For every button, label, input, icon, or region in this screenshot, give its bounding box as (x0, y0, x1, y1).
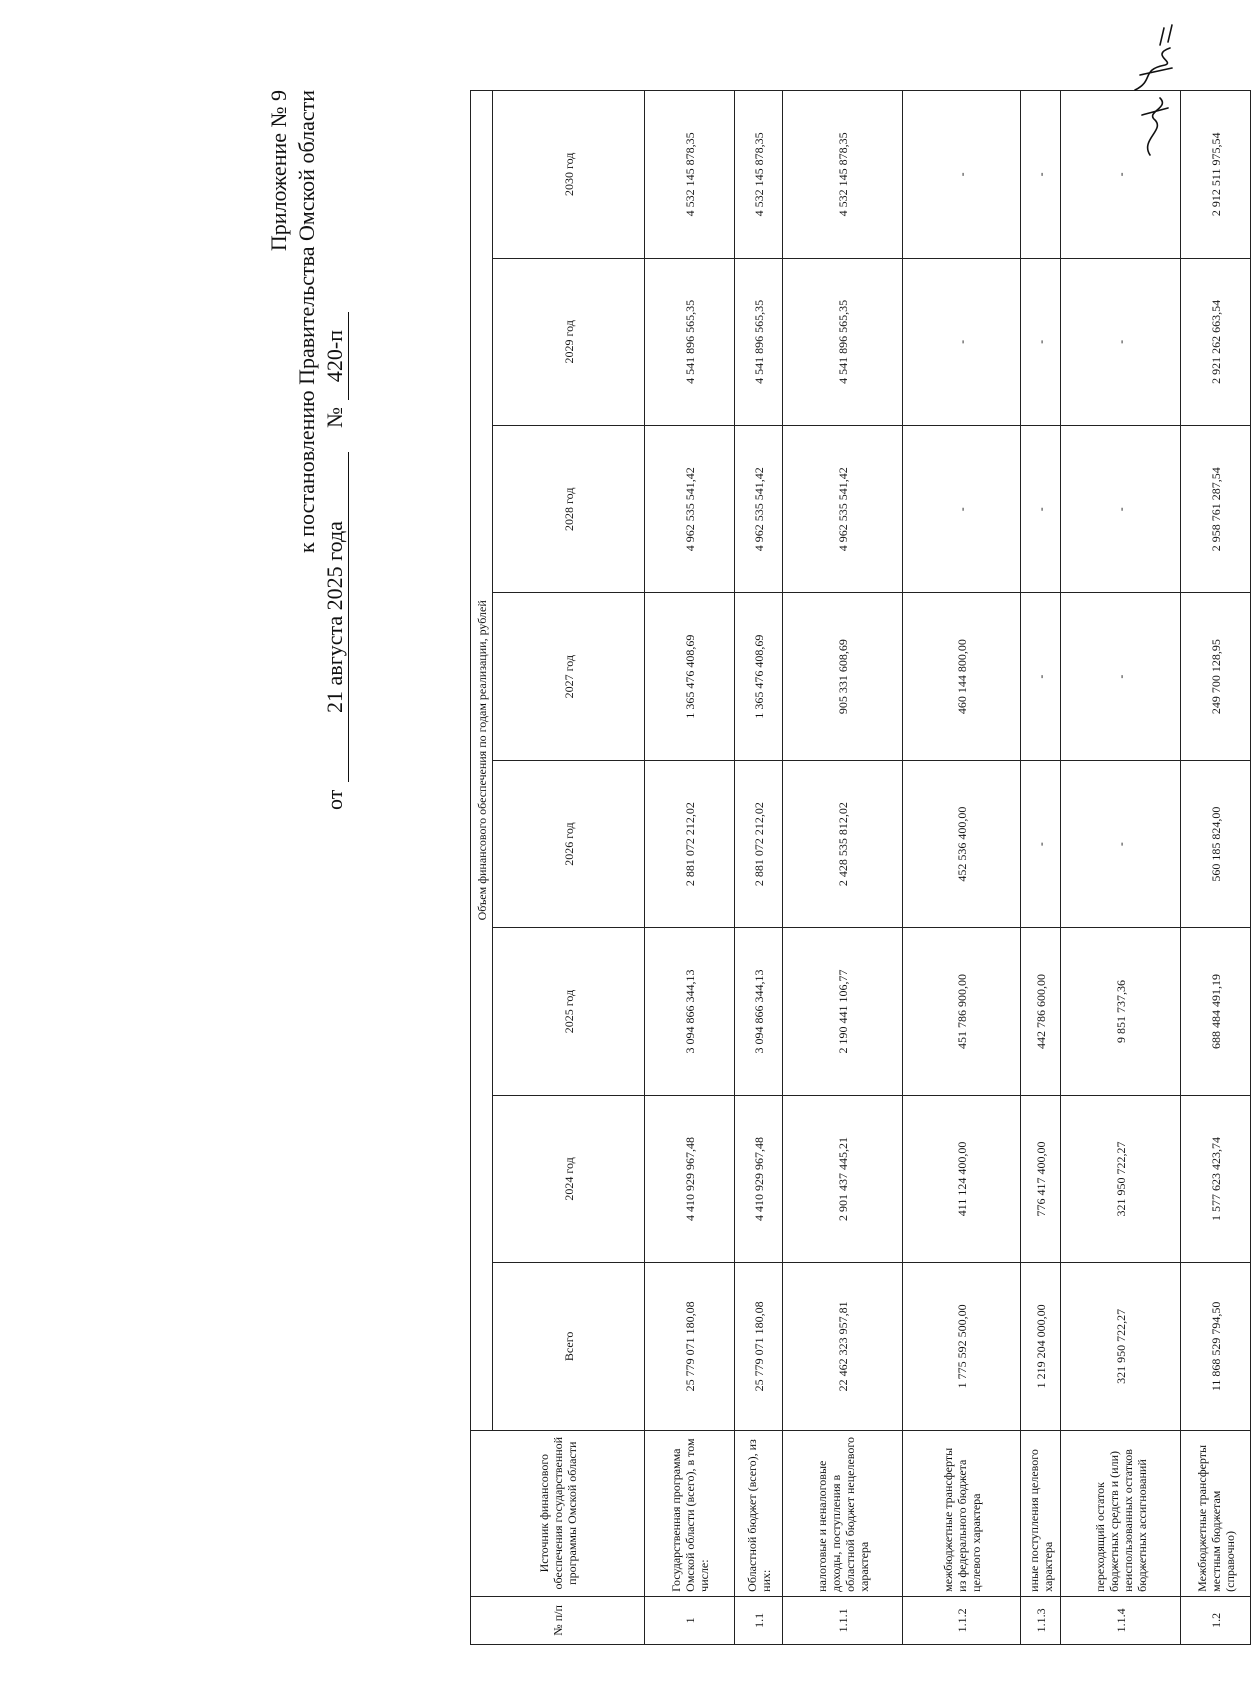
table-row (1061, 91, 1181, 1645)
value-cell: 9 851 737,36 (1061, 928, 1181, 1095)
header-year-2027: 2027 год (493, 593, 645, 760)
value-cell: 1 365 476 408,69 (645, 593, 735, 760)
value-cell: - (1021, 91, 1061, 259)
header-year-2029: 2029 год (493, 258, 645, 425)
row-num: 1.1.3 (1021, 1596, 1061, 1644)
table-row (1021, 91, 1061, 1645)
row-source: межбюджетные трансферты из федерального бюджета целевого характера (903, 1430, 1021, 1596)
value-cell: 1 219 204 000,00 (1021, 1263, 1061, 1430)
document-header (265, 90, 470, 810)
row-num: 1.1.1 (783, 1596, 903, 1644)
value-cell: 22 462 323 957,81 (783, 1263, 903, 1430)
header-year-2030: 2030 год (493, 91, 645, 259)
date-value: 21 августа 2025 года (321, 452, 349, 782)
value-cell: 25 779 071 180,08 (645, 1263, 735, 1430)
value-cell: - (1021, 760, 1061, 927)
value-cell: - (1061, 91, 1181, 259)
value-cell: 2 912 511 975,54 (1181, 91, 1251, 259)
row-num: 1 (645, 1596, 735, 1644)
value-cell: - (1061, 258, 1181, 425)
value-cell: 249 700 128,95 (1181, 593, 1251, 760)
value-cell: 560 185 824,00 (1181, 760, 1251, 927)
value-cell: 776 417 400,00 (1021, 1095, 1061, 1262)
value-cell: 321 950 722,27 (1061, 1263, 1181, 1430)
table-row (783, 91, 903, 1645)
financing-table (470, 90, 1251, 1645)
value-cell: 442 786 600,00 (1021, 928, 1061, 1095)
value-cell: 452 536 400,00 (903, 760, 1021, 927)
value-cell: 905 331 608,69 (783, 593, 903, 760)
signature-icon (1120, 20, 1190, 160)
value-cell: 25 779 071 180,08 (735, 1263, 783, 1430)
appendix-subtitle: к постановлению Правительства Омской области (294, 90, 319, 553)
row-source: иные поступления целевого характера (1021, 1430, 1061, 1596)
row-num: 1.1.4 (1061, 1596, 1181, 1644)
value-cell: 1 365 476 408,69 (735, 593, 783, 760)
value-cell: 11 868 529 794,50 (1181, 1263, 1251, 1430)
header-volume-group: Объем финансового обеспечения по годам реализации, рублей (471, 91, 493, 1431)
row-source: переходящий остаток бюджетных средств и (или) неиспользованных остатков бюджетных ассигнований (1061, 1430, 1181, 1596)
rotated-document-sheet (265, 90, 1237, 1645)
table-row (645, 91, 735, 1645)
row-source: Областной бюджет (всего), из них: (735, 1430, 783, 1596)
number-label: № (322, 407, 347, 428)
table-row (735, 91, 783, 1645)
value-cell: 2 881 072 212,02 (735, 760, 783, 927)
value-cell: 688 484 491,19 (1181, 928, 1251, 1095)
value-cell: 4 410 929 967,48 (735, 1095, 783, 1262)
value-cell: - (903, 91, 1021, 259)
value-cell: 460 144 800,00 (903, 593, 1021, 760)
value-cell: 1 577 623 423,74 (1181, 1095, 1251, 1262)
value-cell: 4 532 145 878,35 (735, 91, 783, 259)
value-cell: 4 962 535 541,42 (783, 426, 903, 593)
value-cell: 2 901 437 445,21 (783, 1095, 903, 1262)
row-source: налоговые и неналоговые доходы, поступления в областной бюджет нецелевого характера (783, 1430, 903, 1596)
value-cell: 2 958 761 287,54 (1181, 426, 1251, 593)
value-cell: - (1021, 258, 1061, 425)
value-cell: - (1021, 426, 1061, 593)
value-cell: 411 124 400,00 (903, 1095, 1021, 1262)
value-cell: 2 190 441 106,77 (783, 928, 903, 1095)
table-row (1181, 91, 1251, 1645)
appendix-title: Приложение № 9 (266, 90, 291, 252)
row-num: 1.1 (735, 1596, 783, 1644)
value-cell: 4 541 896 565,35 (783, 258, 903, 425)
header-year-2024: 2024 год (493, 1095, 645, 1262)
value-cell: 4 532 145 878,35 (645, 91, 735, 259)
header-year-2028: 2028 год (493, 426, 645, 593)
value-cell: - (1061, 760, 1181, 927)
value-cell: 2 881 072 212,02 (645, 760, 735, 927)
header-year-2026: 2026 год (493, 760, 645, 927)
value-cell: - (903, 258, 1021, 425)
row-source: Межбюджетные трансферты местным бюджетам (справочно) (1181, 1430, 1251, 1596)
value-cell: 3 094 866 344,13 (735, 928, 783, 1095)
value-cell: 4 541 896 565,35 (645, 258, 735, 425)
value-cell: - (1061, 593, 1181, 760)
value-cell: 451 786 900,00 (903, 928, 1021, 1095)
value-cell: - (1061, 426, 1181, 593)
value-cell: 2 428 535 812,02 (783, 760, 903, 927)
value-cell: 1 775 592 500,00 (903, 1263, 1021, 1430)
value-cell: - (903, 426, 1021, 593)
value-cell: 4 532 145 878,35 (783, 91, 903, 259)
ot-label: от (322, 789, 347, 810)
header-source: Источник финансового обеспечения государственной программы Омской области (471, 1430, 645, 1596)
value-cell: - (1021, 593, 1061, 760)
value-cell: 3 094 866 344,13 (645, 928, 735, 1095)
value-cell: 4 962 535 541,42 (735, 426, 783, 593)
number-value: 420-п (321, 312, 349, 400)
table-row (903, 91, 1021, 1645)
date-number-line (321, 90, 351, 810)
row-num: 1.2 (1181, 1596, 1251, 1644)
header-year-total: Всего (493, 1263, 645, 1430)
value-cell: 4 962 535 541,42 (645, 426, 735, 593)
value-cell: 4 410 929 967,48 (645, 1095, 735, 1262)
value-cell: 4 541 896 565,35 (735, 258, 783, 425)
row-num: 1.1.2 (903, 1596, 1021, 1644)
value-cell: 321 950 722,27 (1061, 1095, 1181, 1262)
row-source: Государственная программа Омской области (всего), в том числе: (645, 1430, 735, 1596)
header-year-2025: 2025 год (493, 928, 645, 1095)
header-num: № п/п (471, 1596, 645, 1644)
value-cell: 2 921 262 663,54 (1181, 258, 1251, 425)
